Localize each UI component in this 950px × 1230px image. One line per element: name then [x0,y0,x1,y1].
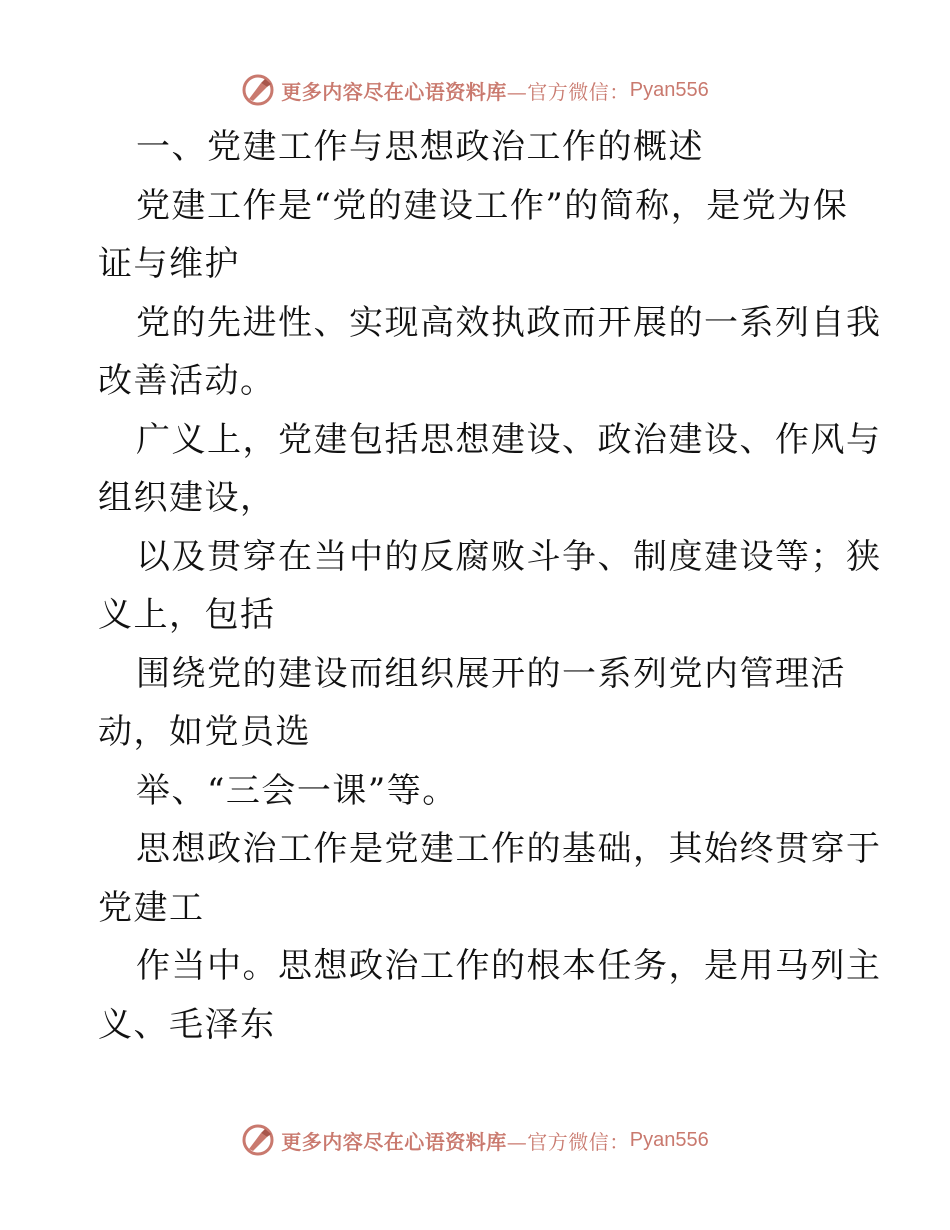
paragraph-line: 广义上，党建包括思想建设、政治建设、作风与 [136,419,882,460]
paragraph-line: 思想政治工作是党建工作的基础，其始终贯穿于 [136,829,882,869]
footer-wechat-id: Pyan556 [629,1128,709,1151]
paragraph-line: 党建工 [98,887,205,928]
paragraph-line: 证与维护 [98,244,240,284]
footer-wechat-label: —官方微信： [506,1129,630,1154]
header-wechat-label: —官方微信： [506,79,630,104]
paragraph-line: 党建工作是“党的建设工作”的简称，是党为保 [136,185,849,226]
pen-nib-circle-icon [241,73,275,107]
header-wechat-id: Pyan556 [629,78,709,101]
paragraph-line: 动，如党员选 [98,712,311,752]
paragraph-line: 党的先进性、实现高效执政而开展的一系列自我 [136,302,882,343]
paragraph-line: 作当中。思想政治工作的根本任务，是用马列主 [136,946,882,986]
paragraph-line: 义、毛泽东 [98,1004,276,1045]
pen-nib-circle-icon [241,1123,275,1157]
paragraph-line: 围绕党的建设而组织展开的一系列党内管理活 [136,653,846,694]
document-body [98,118,882,1054]
section-heading: 一、党建工作与思想政治工作的概述 [136,127,704,167]
header-banner [0,70,950,110]
paragraph-line: 义上，包括 [98,595,276,635]
paragraph-line: 改善活动。 [98,361,276,401]
footer-banner [0,1120,950,1160]
footer-site-name: 更多内容尽在心语资料库 [281,1129,507,1154]
header-site-name: 更多内容尽在心语资料库 [281,79,507,104]
paragraph-line: 以及贯穿在当中的反腐败斗争、制度建设等；狭 [136,536,882,577]
paragraph-line: 组织建设， [98,478,276,518]
paragraph-line: 举、“三会一课”等。 [136,770,458,811]
